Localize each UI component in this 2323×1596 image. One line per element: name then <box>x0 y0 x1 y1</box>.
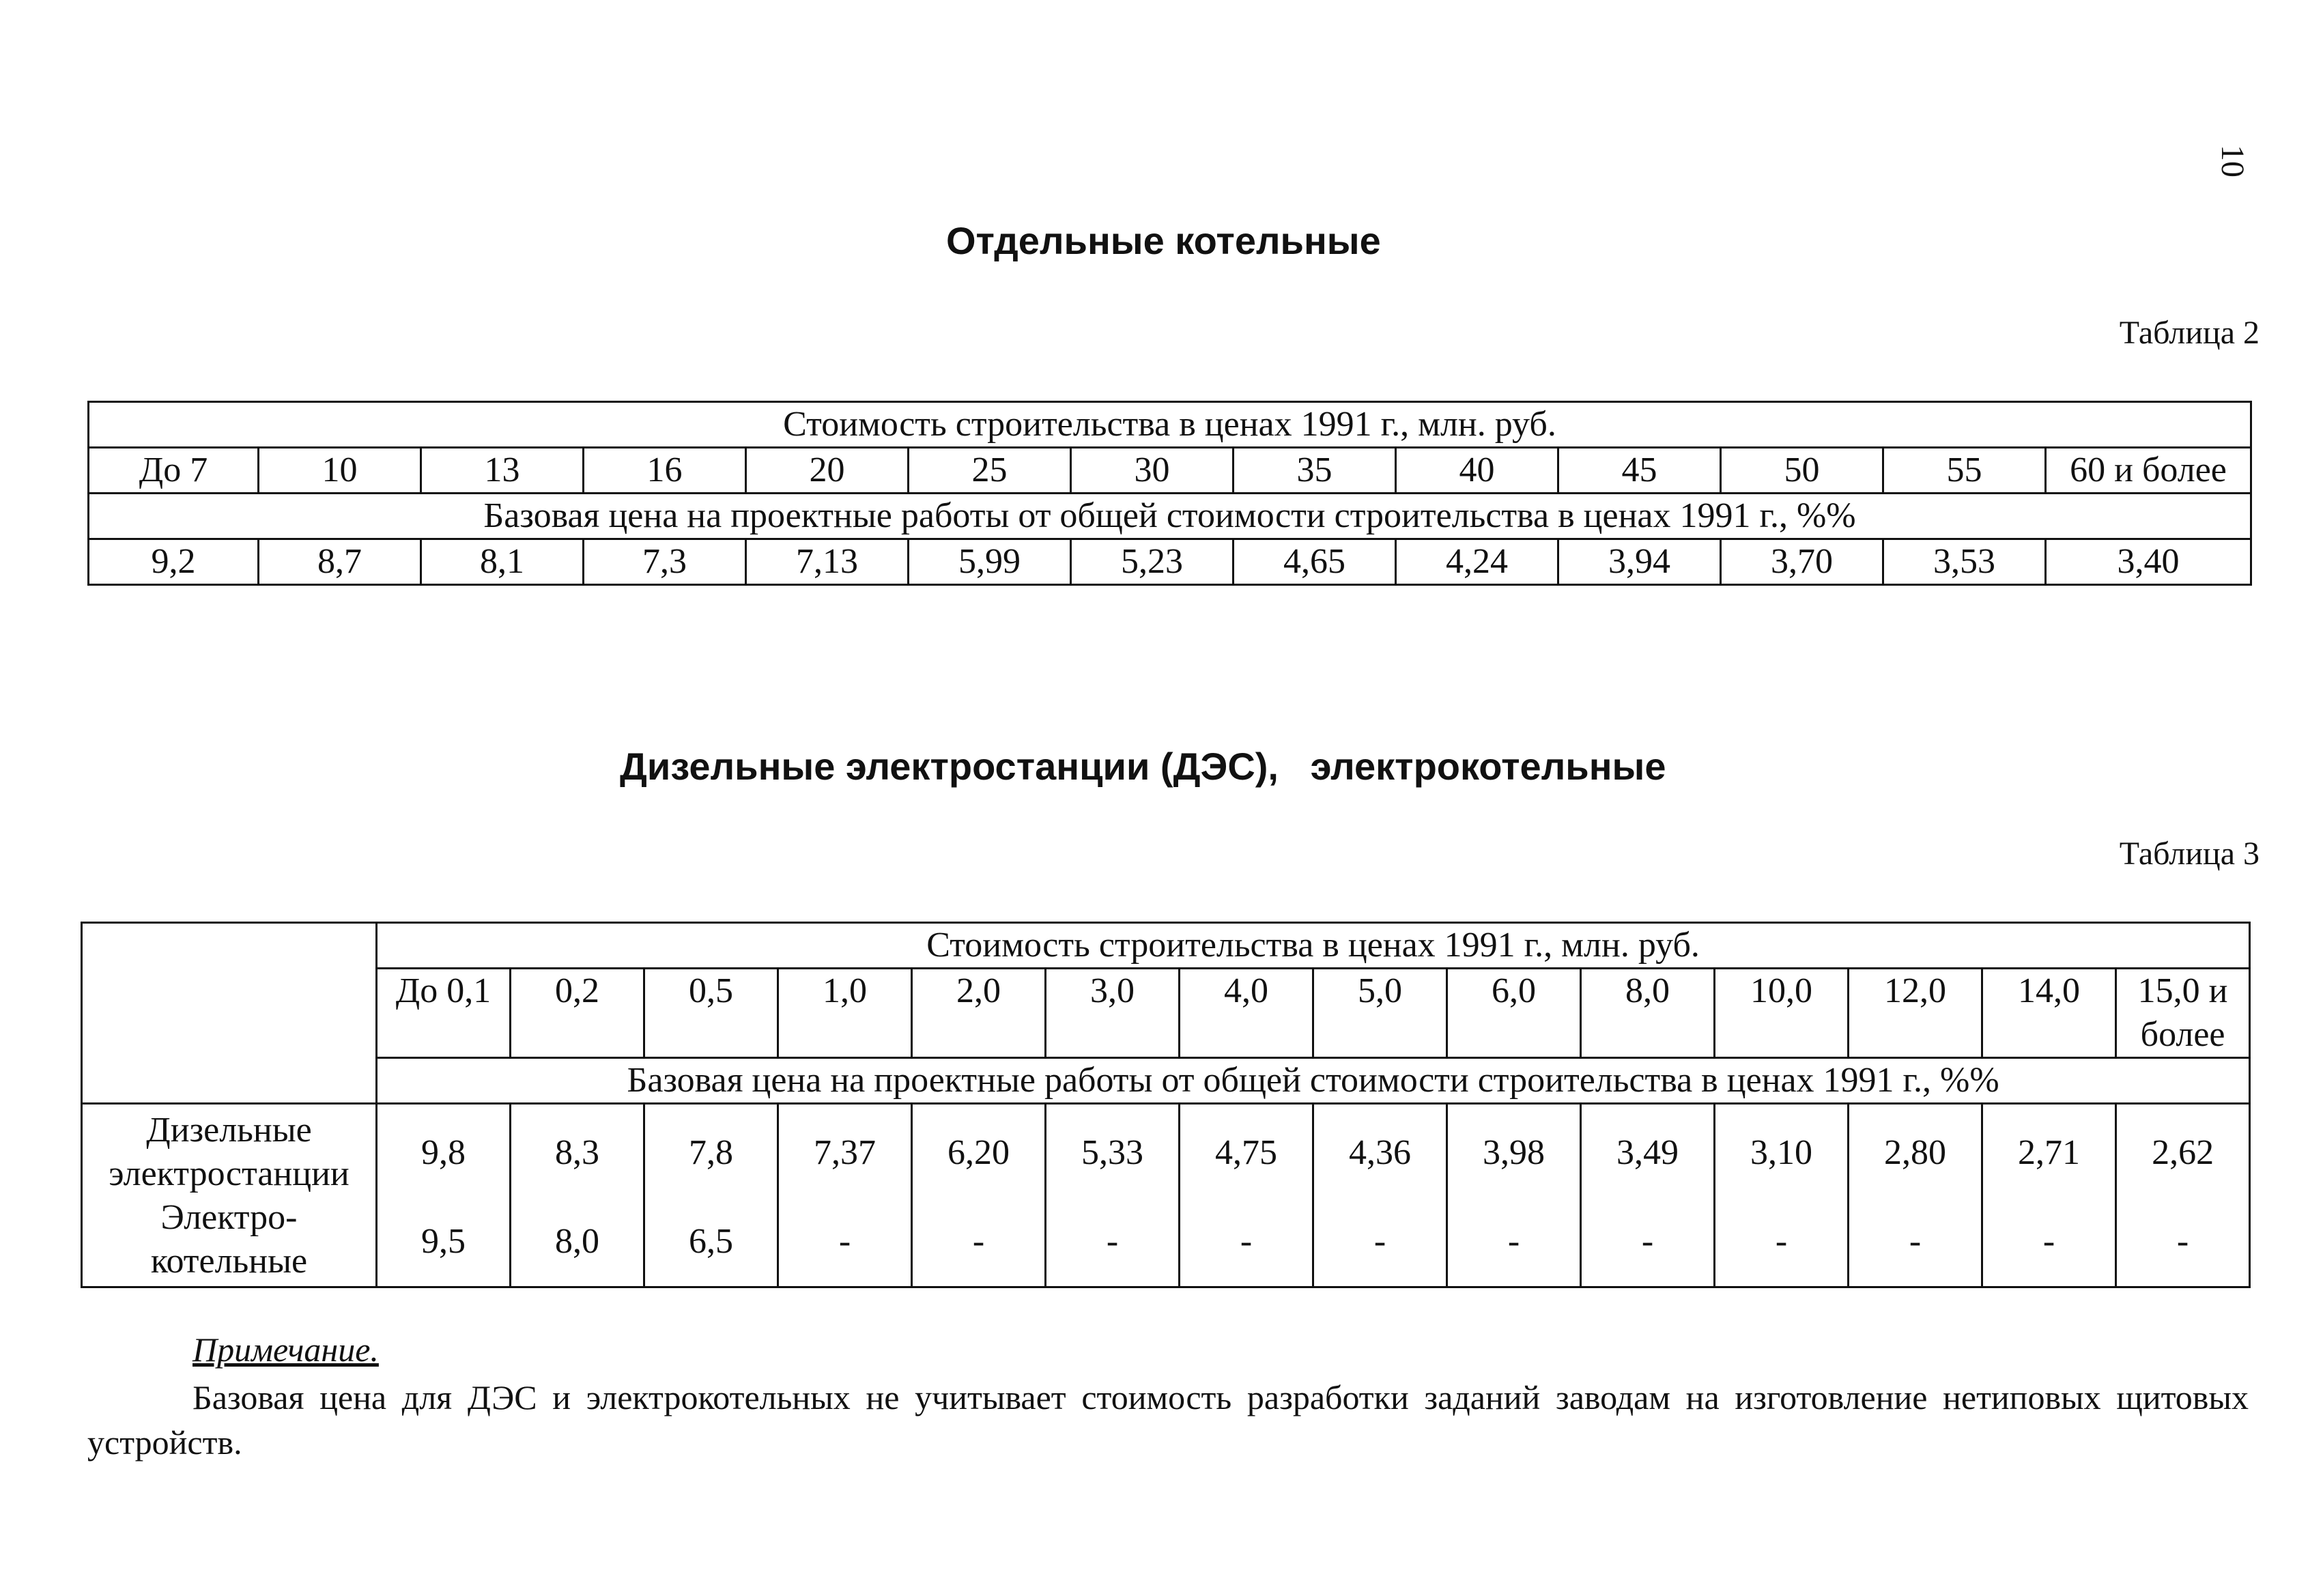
cost-values-row <box>82 969 2250 1058</box>
price-cell-values: 2,62 - <box>2152 1133 2214 1261</box>
row-labels: Дизельные электростанции Электро- котельные <box>82 1104 377 1287</box>
price-cell <box>1581 1104 1715 1287</box>
cost-cell: 20 <box>746 448 909 494</box>
cost-cell: 6,0 <box>1447 969 1581 1058</box>
section-title-boilers: Отдельные котельные <box>946 219 1381 262</box>
cost-cell: 14,0 <box>1982 969 2116 1058</box>
price-cell <box>2116 1104 2250 1287</box>
cost-cell: До 7 <box>89 448 259 494</box>
price-cell <box>1046 1104 1180 1287</box>
cost-header: Стоимость строительства в ценах 1991 г., млн. руб. <box>377 923 2250 969</box>
price-cell-values: 5,33 - <box>1081 1133 1143 1261</box>
price-cell <box>778 1104 912 1287</box>
price-cell: 4,24 <box>1396 539 1558 585</box>
price-cell <box>644 1104 778 1287</box>
cost-cell: 55 <box>1883 448 2046 494</box>
cost-header: Стоимость строительства в ценах 1991 г., млн. руб. <box>89 402 2251 448</box>
section-title-diesel: Дизельные электростанции (ДЭС), электрокотельные <box>620 745 1666 788</box>
price-cell <box>1180 1104 1313 1287</box>
row-label-header <box>82 923 377 1104</box>
price-cell-values: 4,36 - <box>1349 1133 1411 1261</box>
price-cell: 3,53 <box>1883 539 2046 585</box>
price-cell <box>377 1104 511 1287</box>
price-cell: 3,40 <box>2046 539 2251 585</box>
price-cell: 5,99 <box>909 539 1071 585</box>
cost-cell: 5,0 <box>1313 969 1447 1058</box>
cost-cell: 3,0 <box>1046 969 1180 1058</box>
price-values-row <box>82 1104 2250 1287</box>
table-label-2: Таблица 2 <box>2119 315 2260 351</box>
cost-cell: 30 <box>1071 448 1234 494</box>
price-cell-values: 3,10 - <box>1750 1133 1812 1261</box>
page-number: 10 <box>2214 145 2251 177</box>
price-cell <box>912 1104 1046 1287</box>
cost-cell: 4,0 <box>1180 969 1313 1058</box>
cost-cell: 10,0 <box>1715 969 1849 1058</box>
price-cell-values: 9,8 9,5 <box>421 1133 466 1261</box>
cost-cell: 0,5 <box>644 969 778 1058</box>
price-cell <box>1313 1104 1447 1287</box>
price-header: Базовая цена на проектные работы от общей стоимости строительства в ценах 1991 г., %% <box>377 1058 2250 1104</box>
price-cell: 8,7 <box>259 539 421 585</box>
price-cell-values: 2,80 - <box>1884 1133 1946 1261</box>
note-title: Примечание. <box>193 1330 379 1369</box>
price-cell <box>1447 1104 1581 1287</box>
price-cell-values: 4,75 - <box>1215 1133 1277 1261</box>
cost-cell: 60 и более <box>2046 448 2251 494</box>
price-cell: 9,2 <box>89 539 259 585</box>
cost-cell: 50 <box>1721 448 1883 494</box>
cost-cell: 15,0 и более <box>2116 969 2250 1058</box>
table-3 <box>81 922 2251 1288</box>
cost-cell: 40 <box>1396 448 1558 494</box>
cost-cell: 2,0 <box>912 969 1046 1058</box>
price-cell: 7,3 <box>584 539 746 585</box>
cost-cell: 16 <box>584 448 746 494</box>
price-cell <box>1715 1104 1849 1287</box>
price-cell: 8,1 <box>421 539 584 585</box>
price-cell-values: 2,71 - <box>2018 1133 2080 1261</box>
price-cell-values: 6,20 - <box>947 1133 1010 1261</box>
price-cell <box>1982 1104 2116 1287</box>
cost-values-row <box>89 448 2251 494</box>
price-header: Базовая цена на проектные работы от общей стоимости строительства в ценах 1991 г., %% <box>89 494 2251 539</box>
price-cell: 3,70 <box>1721 539 1883 585</box>
price-cell-values: 8,3 8,0 <box>555 1133 599 1261</box>
price-cell-values: 7,8 6,5 <box>689 1133 733 1261</box>
cost-cell: 45 <box>1558 448 1721 494</box>
cost-cell: 1,0 <box>778 969 912 1058</box>
price-cell: 5,23 <box>1071 539 1234 585</box>
price-values-row <box>89 539 2251 585</box>
cost-cell: 13 <box>421 448 584 494</box>
cost-cell: 0,2 <box>511 969 644 1058</box>
price-cell-values: 7,37 - <box>814 1133 876 1261</box>
note-text: Базовая цена для ДЭС и электрокотельных не учитывает стоимость разработки заданий заводам на изготовление нетиповых щитовых устройств. <box>87 1378 2249 1462</box>
table-label-3: Таблица 3 <box>2119 836 2260 872</box>
cost-cell: 8,0 <box>1581 969 1715 1058</box>
price-cell-values: 3,49 - <box>1616 1133 1679 1261</box>
table-2 <box>87 401 2252 586</box>
price-cell <box>1849 1104 1982 1287</box>
cost-cell: 10 <box>259 448 421 494</box>
cost-cell: 35 <box>1234 448 1396 494</box>
price-cell <box>511 1104 644 1287</box>
price-cell: 4,65 <box>1234 539 1396 585</box>
cost-cell: 25 <box>909 448 1071 494</box>
cost-cell: 12,0 <box>1849 969 1982 1058</box>
cost-cell: До 0,1 <box>377 969 511 1058</box>
price-cell: 7,13 <box>746 539 909 585</box>
price-cell: 3,94 <box>1558 539 1721 585</box>
price-cell-values: 3,98 - <box>1483 1133 1545 1261</box>
